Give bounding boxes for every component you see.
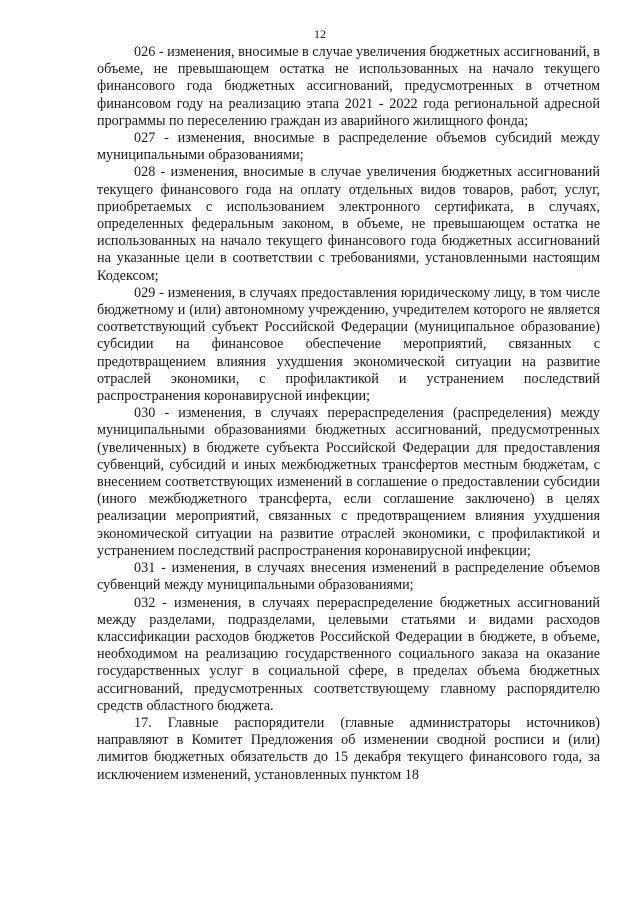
document-body — [97, 44, 600, 784]
paragraph-026: 026 - изменения, вносимые в случае увеличения бюджетных ассигнований, в объеме, не превышающем остатка не использованных на начало текущего финансового года бюджетных ассигнований, предусмотренных в отчетном финансовом году на реализацию этапа 2021 - 2022 года региональной адресной программы по переселению граждан из аварийного жилищного фонда; — [97, 44, 600, 129]
paragraph-029: 029 - изменения, в случаях предоставления юридическому лицу, в том числе бюджетному и (или) автономному учреждению, учредителем которого не является соответствующий субъект Российской Федерации (муниципальное образование) субсидии на финансовое обеспечение мероприятий, связанных с предотвращением влияния ухудшения экономической ситуации на развитие отраслей экономики, с профилактикой и устранением последствий распространения коронавирусной инфекции; — [97, 284, 600, 405]
paragraph-027: 027 - изменения, вносимые в распределение объемов субсидий между муниципальными образованиями; — [97, 130, 600, 164]
page-number: 12 — [314, 27, 326, 41]
paragraph-030: 030 - изменения, в случаях перераспределения (распределения) между муниципальными образованиями бюджетных ассигнований, предусмотренных (увеличенных) в бюджете субъекта Российской Федерации для предоставления субвенций, субсидий и иных межбюджетных трансфертов местным бюджетам, с внесением соответствующих изменений в соглашение о предоставлении субсидии (иного межбюджетного трансферта, если соглашение заключено) в целях реализации мероприятий, связанных с предотвращением влияния ухудшения экономической ситуации на развитие отраслей экономики, с профилактикой и устранением последствий распространения коронавирусной инфекции; — [97, 405, 600, 559]
paragraph-032: 032 - изменения, в случаях перераспределение бюджетных ассигнований между разделами, подразделами, целевыми статьями и видами расходов классификации расходов бюджетов Российской Федерации в бюджете, в объеме, необходимом на реализацию государственного социального заказа на оказание государственных услуг в социальной сфере, в пределах объема бюджетных ассигнований, предусмотренных соответствующему главному распорядителю средств областного бюджета. — [97, 594, 600, 714]
paragraph-17: 17. Главные распорядители (главные администраторы источников) направляют в Комитет Предложения об изменении сводной росписи и (или) лимитов бюджетных обязательств до 15 декабря текущего финансового года, за исключением изменений, установленных пунктом 18 — [97, 714, 600, 783]
paragraph-031: 031 - изменения, в случаях внесения изменений в распределение объемов субвенций между муниципальными образованиями; — [97, 560, 600, 594]
paragraph-028: 028 - изменения, вносимые в случае увеличения бюджетных ассигнований текущего финансового года на оплату отдельных видов товаров, работ, услуг, приобретаемых с использованием электронного сертификата, в случаях, определенных федеральным законом, в объеме, не превышающем остатка не использованных на начало текущего финансового года бюджетных ассигнований на указанные цели в соответствии с требованиями, установленными настоящим Кодексом; — [97, 164, 600, 284]
